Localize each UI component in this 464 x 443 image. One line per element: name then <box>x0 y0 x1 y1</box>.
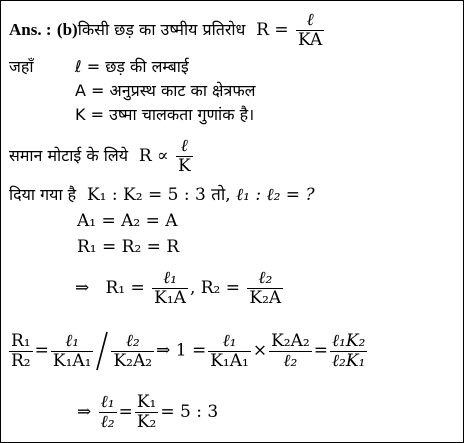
final-implies: ⇒ <box>77 402 92 422</box>
area-definition: A = अनुप्रस्थ काट का क्षेत्रफल <box>75 81 256 100</box>
conductivity-definition: K = उष्मा चालकता गुणांक है। <box>75 105 255 124</box>
formula-r-lhs: R = <box>256 20 289 40</box>
ratio-l2-fraction: $\frac{\text{ℓ₂}}{\text{K₂A₂}}$ <box>113 330 153 371</box>
final-result: ⇒ $\frac{\text{ℓ₁}}{\text{ℓ₂}}$ = $\frac{\text{K₁}}{\text{K₂}}$ = 5 : 3 <box>77 392 219 432</box>
given-text: दिया गया है <box>9 185 77 204</box>
same-thickness-line <box>9 137 195 176</box>
formula-r-fraction <box>296 11 324 50</box>
division-slash <box>95 331 109 371</box>
answer-option: (b) <box>56 20 78 39</box>
answer-label: Ans. : <box>9 20 52 39</box>
r2-fraction: $\frac{\text{ℓ₂}}{\text{K₂A}}$ <box>249 268 282 308</box>
final-l-fraction: $\frac{\text{ℓ₁}}{\text{ℓ₂}}$ <box>100 392 115 432</box>
given-question: ℓ₁ : ℓ₂ = ? <box>236 185 315 205</box>
resistance-expressions <box>75 269 285 308</box>
answer-line <box>9 11 326 50</box>
ratio-l1-fraction: $\frac{\text{ℓ₁}}{\text{K₁A₁}}$ <box>52 330 92 371</box>
area-equality: A₁ = A₂ = A <box>77 211 178 231</box>
resistance-equality: R₁ = R₂ = R <box>77 237 180 257</box>
implies-one: ⇒ 1 = <box>156 340 207 361</box>
r1-lhs: R₁ = <box>105 278 145 298</box>
ratio-derivation: $\frac{\text{R₁}}{\text{R₂}}$ = $\frac{\text{ℓ₁}}{\text{K₁A₁}}$ $\frac{\text{ℓ₂}}{\text{K₂A₂}}$ ⇒ 1 = $\frac{\text{ℓ₁}}{\text{K₁A₁}}$ × $\frac{\text{K₂A₂}}{\text{ℓ₂}}$ = $\frac{\text{ℓ₁K₂}}{\text{ℓ₂K₁}}$ <box>11 330 366 371</box>
proportional-fraction: $\frac{\text{ℓ}}{K}$ <box>177 136 191 176</box>
given-line <box>9 185 315 205</box>
where-label: जहाँ <box>9 57 34 76</box>
implies-sign: ⇒ <box>75 278 90 298</box>
length-definition: ℓ = छड़ की लम्बाई <box>75 57 189 76</box>
final-k-fraction: $\frac{\text{K₁}}{\text{K₂}}$ <box>136 392 157 432</box>
r2-lhs: , R₂ = <box>189 278 241 298</box>
given-ratio: K₁ : K₂ = 5 : 3 तो, <box>86 185 231 205</box>
ratio-l1-fraction-2: $\frac{\text{ℓ₁}}{\text{K₁A₁}}$ <box>210 330 249 371</box>
same-thickness-text: समान मोटाई के लिये <box>9 146 129 165</box>
r1-fraction: $\frac{\text{ℓ₁}}{\text{K₁A}}$ <box>154 268 186 308</box>
times-sign: × <box>252 340 268 361</box>
formula-r-numerator: ℓ <box>296 11 324 31</box>
ratio-r-fraction: $\frac{\text{R₁}}{\text{R₂}}$ <box>11 330 31 371</box>
proportional-sign: R ∝ <box>138 146 169 166</box>
final-ratio-value: = 5 : 3 <box>160 402 219 422</box>
formula-r-denominator: KA <box>298 30 323 50</box>
answer-intro: किसी छड़ का उष्मीय प्रतिरोध <box>77 20 246 39</box>
ratio-final-fraction: $\frac{\text{ℓ₁K₂}}{\text{ℓ₂K₁}}$ <box>331 330 366 371</box>
ratio-k2a2-fraction: $\frac{\text{K₂A₂}}{\text{ℓ₂}}$ <box>271 330 310 371</box>
